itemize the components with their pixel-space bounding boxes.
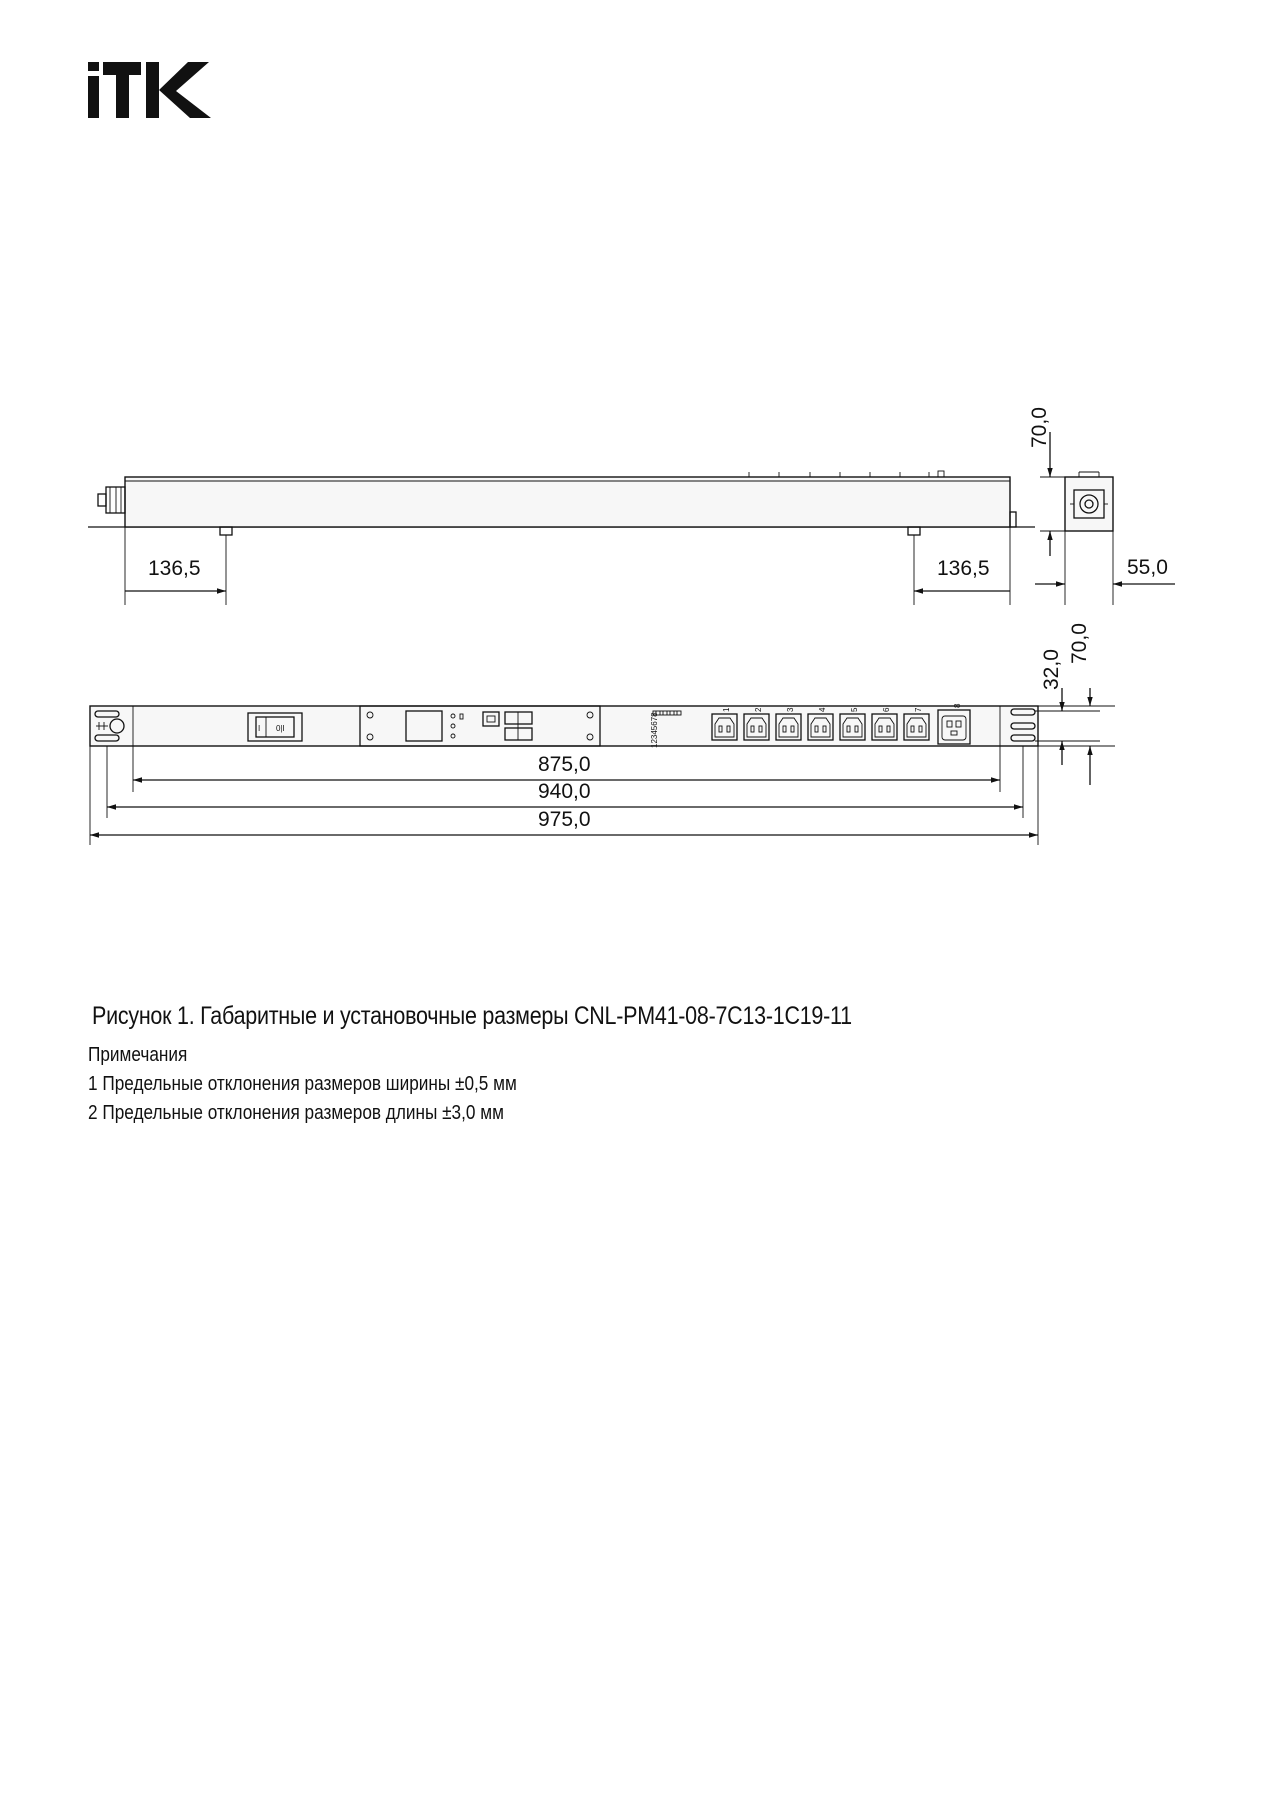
notes-heading: Примечания [88,1044,188,1066]
figure-caption: Рисунок 1. Габаритные и установочные размеры CNL-PM41-08-7C13-1C19-11 [92,1002,852,1030]
note-2: 2 Предельные отклонения размеров длины ±3,0 мм [88,1102,504,1124]
svg-text:0|I: 0|I [276,724,285,733]
front-view [90,623,1115,845]
svg-text:I: I [258,724,261,733]
dim-side-left: 136,5 [148,557,201,580]
outlet-label: 6 [882,707,891,712]
note-1: 1 Предельные отклонения размеров ширины ±0,5 мм [88,1073,517,1095]
outlet-label: 1 [722,707,731,712]
dim-length-875: 875,0 [538,753,591,776]
dim-length-940: 940,0 [538,780,591,803]
dim-length-975: 975,0 [538,808,591,831]
outlet-label: 2 [754,707,763,712]
dip-switch-label: 12345678 [650,712,659,748]
side-view [88,471,1035,605]
dim-side-right: 136,5 [937,557,990,580]
outlet-label: 5 [850,707,859,712]
outlet-label: 8 [953,703,962,708]
dim-end-width: 55,0 [1127,556,1168,579]
dim-end-height: 70,0 [1028,407,1051,448]
outlet-label: 7 [914,707,923,712]
outlet-label: 3 [786,707,795,712]
outlet-label: 4 [818,707,827,712]
dim-front-height: 70,0 [1068,623,1091,664]
end-view [1028,407,1175,605]
dim-mount-pitch: 32,0 [1040,649,1063,690]
